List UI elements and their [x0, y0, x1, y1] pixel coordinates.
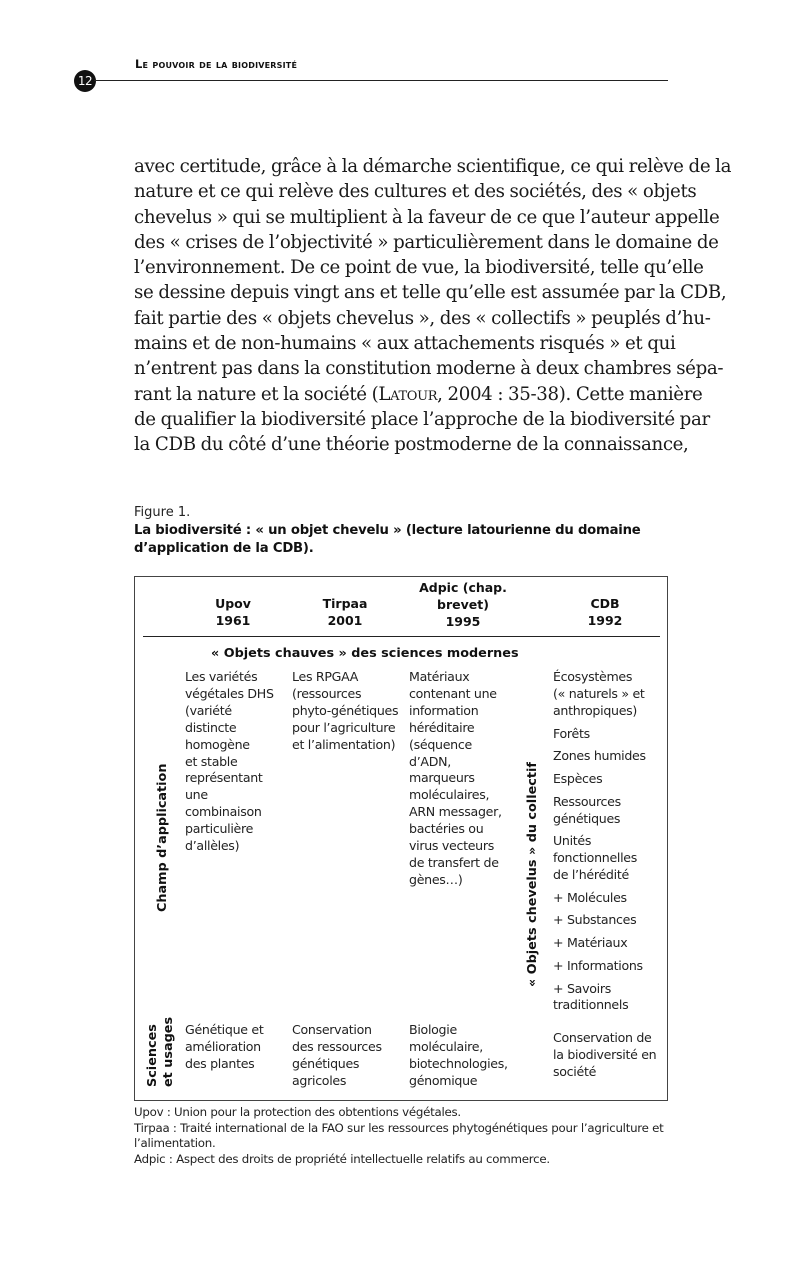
cell-sciences-cdb [553, 1030, 668, 1081]
cell-line: végétales DHS [185, 685, 274, 701]
column-header-upov [183, 595, 283, 629]
page-number: 12 [74, 70, 96, 92]
header-rule [94, 80, 668, 81]
column-header-tirpaa [295, 595, 395, 629]
column-header-adpic [403, 579, 523, 630]
cell-line: + Savoirs [553, 980, 611, 996]
cell-line: distincte [185, 719, 237, 735]
cell-line: une [185, 787, 208, 803]
cell-line: agricoles [292, 1072, 347, 1088]
cell-line: Espèces [553, 770, 603, 786]
column-year: 2001 [327, 613, 363, 628]
cell-line: héréditaire [409, 719, 475, 735]
cell-line: de l’hérédité [553, 867, 629, 883]
figure-table [134, 576, 668, 1101]
cell-line: Écosystèmes [553, 669, 633, 684]
cell-line: génétiques [553, 810, 621, 826]
body-line: n’entrent pas dans la constitution moderne à deux chambres sépa- [134, 358, 724, 380]
body-line: la CDB du côté d’une théorie postmoderne de la connaissance, [134, 434, 689, 456]
cell-line: de transfert de [409, 854, 499, 870]
cell-line: anthropiques) [553, 702, 638, 718]
band-title-objets-chauves: « Objets chauves » des sciences modernes [211, 646, 519, 661]
column-name: CDB [590, 596, 620, 611]
row-label-line: et usages [161, 1016, 176, 1087]
text-fragment: , 2004 : 35-38). Cette manière [437, 383, 703, 405]
body-line: de qualifier la biodiversité place l’approche de la biodiversité par [134, 408, 710, 430]
body-line-citation [134, 382, 703, 407]
text-fragment: rant la nature et la société ( [134, 383, 379, 405]
row-label-sciences [145, 1017, 177, 1087]
cell-champ-tirpaa [292, 669, 407, 754]
column-year: 1995 [445, 614, 481, 629]
header-divider [143, 636, 660, 637]
figure-label: Figure 1. [134, 505, 191, 520]
cdb-list-item [553, 748, 665, 765]
vertical-band-objets-chevelus: « Objets chevelus » du collectif [525, 762, 540, 987]
body-line: des « crises de l’objectivité » particulièrement dans le domaine de [134, 231, 719, 253]
row-label-line: Sciences [145, 1024, 160, 1087]
cdb-list-item [553, 981, 665, 1015]
note-tirpaa: Tirpaa : Traité international de la FAO sur les ressources phytogénétiques pour l’agriculture et l’alimentation. [134, 1120, 664, 1151]
cdb-list-item [553, 890, 665, 907]
body-line: fait partie des « objets chevelus », des « collectifs » peuplés d’hu- [134, 307, 711, 329]
cell-champ-upov [185, 669, 295, 855]
cell-line: génétiques [292, 1055, 360, 1071]
column-name: brevet) [437, 597, 489, 612]
body-line: l’environnement. De ce point de vue, la biodiversité, telle qu’elle [134, 257, 704, 279]
cell-line: moléculaires, [409, 787, 490, 803]
cdb-list-item [553, 912, 665, 929]
cell-line: et l’alimentation) [292, 736, 396, 752]
cdb-list-item [553, 794, 665, 828]
cell-champ-adpic [409, 669, 524, 889]
cell-line: Unités [553, 833, 592, 849]
cdb-list-item [553, 726, 665, 743]
figure-title: La biodiversité : « un objet chevelu » (lecture latourienne du domaine d’application de la CDB). [134, 523, 641, 556]
body-paragraph [134, 154, 732, 458]
cell-line: amélioration [185, 1038, 261, 1054]
cell-line: Forêts [553, 725, 590, 741]
cell-sciences-tirpaa [292, 1022, 407, 1090]
note-upov: Upov : Union pour la protection des obtentions végétales. [134, 1105, 461, 1119]
cell-sciences-upov [185, 1022, 295, 1073]
cell-line: génomique [409, 1072, 478, 1088]
cell-line: société [553, 1063, 597, 1079]
cell-line: Conservation [292, 1022, 372, 1037]
cell-line: contenant une [409, 685, 497, 701]
cell-line: biotechnologies, [409, 1055, 508, 1071]
cell-line: Biologie [409, 1022, 457, 1037]
cell-line: pour l’agriculture [292, 719, 396, 735]
cell-line: Génétique et [185, 1022, 264, 1037]
cell-line: homogène [185, 736, 250, 752]
cell-line: + Informations [553, 957, 643, 973]
cell-line: + Substances [553, 912, 637, 928]
body-line: mains et de non-humains « aux attachements risqués » et qui [134, 333, 676, 355]
citation-author: Latour [378, 383, 438, 405]
note-adpic: Adpic : Aspect des droits de propriété intellectuelle relatifs au commerce. [134, 1151, 550, 1166]
cdb-list-item [553, 669, 665, 720]
cell-line: (séquence [409, 736, 472, 752]
column-name: Upov [215, 596, 251, 611]
cell-line: la biodiversité en [553, 1046, 657, 1062]
body-line: nature et ce qui relève des cultures et des sociétés, des « objets [134, 181, 697, 203]
cdb-list-item [553, 833, 665, 884]
cell-line: particulière [185, 821, 254, 837]
cell-line: (« naturels » et [553, 685, 645, 701]
body-line: se dessine depuis vingt ans et telle qu’elle est assumée par la CDB, [134, 282, 727, 304]
cell-line: marqueurs [409, 770, 475, 786]
cell-line: des ressources [292, 1038, 382, 1054]
cell-line: Conservation de [553, 1030, 652, 1045]
column-name: Adpic (chap. [419, 580, 507, 595]
cell-line: virus vecteurs [409, 838, 495, 854]
cdb-list-item [553, 771, 665, 788]
cell-line: + Matériaux [553, 935, 628, 951]
cell-line: des plantes [185, 1055, 255, 1071]
cell-line: représentant [185, 770, 263, 786]
cell-line: ARN messager, [409, 804, 502, 820]
cell-line: Les RPGAA [292, 669, 359, 684]
column-header-cdb [555, 595, 655, 629]
cdb-list-item [553, 935, 665, 952]
cell-line: d’ADN, [409, 753, 451, 769]
cell-line: (ressources [292, 685, 362, 701]
column-year: 1992 [587, 613, 623, 628]
cell-champ-cdb [553, 669, 665, 1020]
cell-line: d’allèles) [185, 838, 240, 854]
cell-line: Les variétés [185, 669, 258, 684]
column-name: Tirpaa [322, 596, 368, 611]
cell-line: phyto-génétiques [292, 702, 399, 718]
body-line: chevelus » qui se multiplient à la faveur de ce que l’auteur appelle [134, 206, 720, 228]
figure-notes [134, 1105, 674, 1167]
cdb-list-item [553, 958, 665, 975]
body-line: avec certitude, grâce à la démarche scientifique, ce qui relève de la [134, 156, 732, 177]
cell-line: et stable [185, 753, 238, 769]
cell-line: (variété [185, 702, 232, 718]
column-year: 1961 [215, 613, 251, 628]
running-title: Le pouvoir de la biodiversité [135, 57, 298, 71]
cell-line: Zones humides [553, 748, 646, 764]
cell-line: information [409, 702, 479, 718]
cell-line: Ressources [553, 793, 621, 809]
cell-sciences-adpic [409, 1022, 524, 1090]
row-label-champ: Champ d’application [155, 763, 170, 912]
cell-line: fonctionnelles [553, 850, 638, 866]
cell-line: bactéries ou [409, 821, 484, 837]
cell-line: combinaison [185, 804, 262, 820]
cell-line: traditionnels [553, 997, 629, 1013]
cell-line: Matériaux [409, 669, 470, 684]
cell-line: gènes…) [409, 871, 463, 887]
cell-line: moléculaire, [409, 1038, 483, 1054]
cell-line: + Molécules [553, 889, 627, 905]
